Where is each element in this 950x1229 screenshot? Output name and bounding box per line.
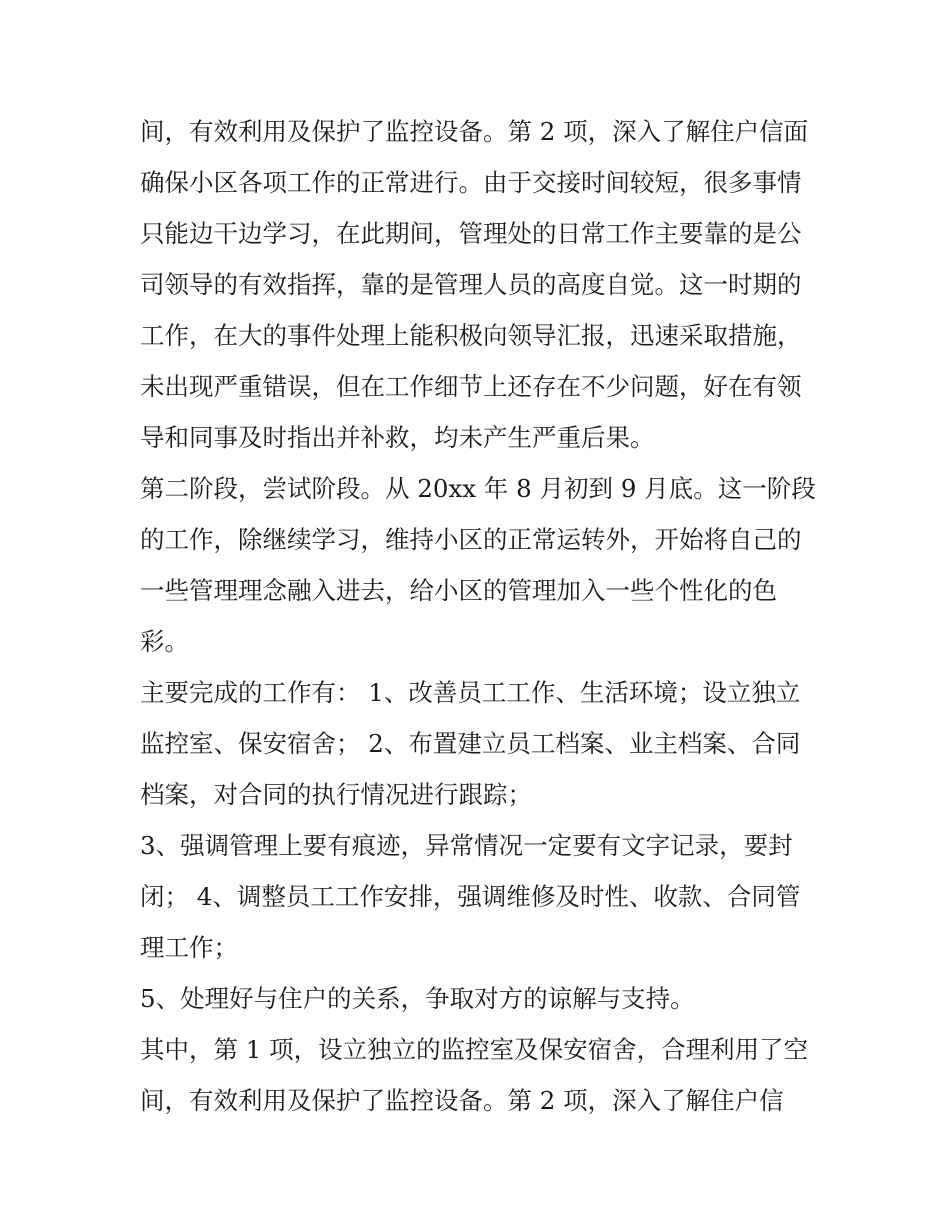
text-line: 确保小区各项工作的正常进行。由于交接时间较短，很多事情 (140, 168, 802, 197)
text-line: 闭； 4、调整员工工作安排，强调维修及时性、收款、合同管 (140, 882, 801, 911)
text-line: 主要完成的工作有： 1、改善员工工作、生活环境；设立独立 (140, 678, 801, 707)
text-line: 只能边干边学习，在此期间，管理处的日常工作主要靠的是公 (140, 219, 802, 248)
text-line: 第二阶段，尝试阶段。从 20xx 年 8 月初到 9 月底。这一阶段 (140, 474, 816, 503)
text-line: 一些管理理念融入进去，给小区的管理加入一些个性化的色 (140, 576, 777, 605)
text-line: 的工作，除继续学习，维持小区的正常运转外，开始将自己的 (140, 525, 802, 554)
text-line: 3、强调管理上要有痕迹，异常情况一定要有文字记录，要封 (140, 831, 793, 860)
text-line: 彩。 (140, 627, 189, 656)
text-line: 间，有效利用及保护了监控设备。第 2 项，深入了解住户信 (140, 1086, 784, 1115)
text-line: 理工作； (140, 933, 238, 962)
text-line: 档案，对合同的执行情况进行跟踪； (140, 780, 532, 809)
text-line: 司领导的有效指挥，靠的是管理人员的高度自觉。这一时期的 (140, 270, 802, 299)
text-line: 未出现严重错误，但在工作细节上还存在不少问题，好在有领 (140, 372, 802, 401)
text-line: 间，有效利用及保护了监控设备。第 2 项，深入了解住户信面 (140, 117, 809, 146)
text-line: 工作，在大的事件处理上能积极向领导汇报，迅速采取措施， (140, 321, 802, 350)
text-line: 监控室、保安宿舍； 2、布置建立员工档案、业主档案、合同 (140, 729, 801, 758)
text-line: 其中，第 1 项，设立独立的监控室及保安宿舍，合理利用了空 (140, 1035, 809, 1064)
text-line: 导和同事及时指出并补救，均未产生严重后果。 (140, 423, 655, 452)
document-body (140, 106, 820, 1126)
text-line: 5、处理好与住户的关系，争取对方的谅解与支持。 (140, 984, 695, 1013)
